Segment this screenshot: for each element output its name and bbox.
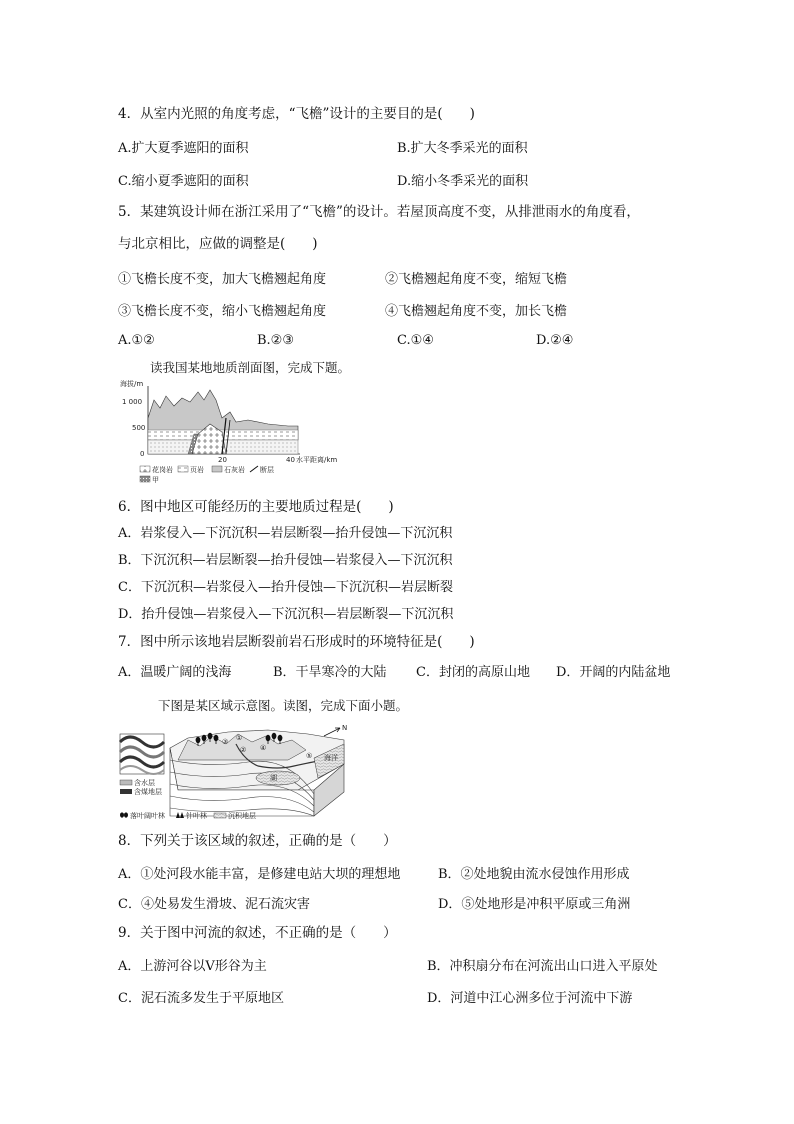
- legend-aquifer: 含水层: [134, 779, 155, 787]
- q6-option-c: C．下沉沉积—岩浆侵入—抬升侵蚀—下沉沉积—岩层断裂: [118, 580, 453, 595]
- marker-1: ①: [236, 734, 243, 742]
- q9-option-c: C．泥石流多发生于平原地区: [118, 991, 284, 1006]
- figure2-intro: 下图是某区域示意图。读图，完成下面小题。: [158, 698, 409, 713]
- q5-stem-line1: 5．某建筑设计师在浙江采用了“飞檐”的设计。若屋顶高度不变，从排泄雨水的角度看，: [118, 204, 640, 220]
- q9-option-a: A．上游河谷以V形谷为主: [118, 959, 267, 974]
- profile-x-label: 水平距离/km: [296, 456, 338, 464]
- figure1-intro: 读我国某地地质剖面图，完成下题。: [150, 360, 351, 375]
- q4-option-a: A.扩大夏季遮阳的面积: [118, 141, 249, 156]
- q6-option-d: D．抬升侵蚀—岩浆侵入—下沉沉积—岩层断裂—下沉沉积: [118, 607, 454, 622]
- q6-stem: 6．图中地区可能经历的主要地质过程是( ): [118, 499, 394, 515]
- q7-stem: 7．图中所示该地岩层断裂前岩石形成时的环境特征是( ): [118, 634, 475, 650]
- q5-stem-line2: 与北京相比，应做的调整是( ): [118, 236, 318, 252]
- legend-conifer-forest: 针叶林: [186, 812, 207, 820]
- q4-stem: 4．从室内光照的角度考虑，“飞檐”设计的主要目的是( ): [118, 106, 475, 122]
- q9-option-b: B．冲积扇分布在河流出山口进入平原处: [427, 959, 658, 974]
- q8-option-b: B．②处地貌由流水侵蚀作用形成: [438, 867, 630, 882]
- q5-statement-1: ①飞檐长度不变，加大飞檐翘起角度: [118, 272, 327, 287]
- north-label: N: [342, 724, 348, 732]
- marker-2: ②: [240, 746, 247, 754]
- q5-statement-3: ③飞檐长度不变，缩小飞檐翘起角度: [118, 304, 327, 319]
- legend-sediment-stratum: 沉积地层: [228, 812, 256, 820]
- q8-option-c: C．④处易发生滑坡、泥石流灾害: [118, 897, 310, 912]
- q8-option-a: A．①处河段水能丰富，是修建电站大坝的理想地: [118, 867, 401, 882]
- q7-option-a: A．温暖广阔的浅海: [118, 665, 232, 680]
- marker-3: ③: [222, 738, 229, 746]
- q6-option-b: B．下沉沉积—岩层断裂—抬升侵蚀—岩浆侵入—下沉沉积: [118, 553, 453, 568]
- q5-option-c: C.①④: [397, 333, 434, 348]
- q4-option-b: B.扩大冬季采光的面积: [397, 141, 528, 156]
- legend-coal-stratum: 含煤地层: [134, 788, 162, 796]
- q7-option-d: D．开阔的内陆盆地: [556, 665, 671, 680]
- q8-stem: 8．下列关于该区域的叙述，正确的是（ ）: [118, 833, 397, 849]
- q5-statement-4: ④飞檐翘起角度不变，加长飞檐: [385, 304, 568, 319]
- marker-4: ④: [260, 744, 267, 752]
- q9-stem: 9．关于图中河流的叙述，不正确的是（ ）: [118, 925, 397, 941]
- q8-option-d: D．⑤处地形是冲积平原或三角洲: [438, 897, 631, 912]
- q9-option-d: D．河道中江心洲多位于河流中下游: [427, 991, 633, 1006]
- geological-profile-figure: [118, 378, 358, 488]
- legend-granite: 花岗岩: [152, 466, 173, 474]
- legend-deciduous-forest: 落叶阔叶林: [130, 812, 165, 820]
- marker-5: ⑤: [306, 752, 313, 760]
- legend-jia: 甲: [152, 476, 159, 484]
- label-ocean: 海洋: [324, 754, 338, 762]
- legend-limestone: 石灰岩: [224, 466, 245, 474]
- label-lake: 湖: [270, 774, 277, 782]
- q5-statement-2: ②飞檐翘起角度不变，缩短飞檐: [385, 272, 568, 287]
- q4-option-c: C.缩小夏季遮阳的面积: [118, 174, 249, 189]
- profile-ytick-500: 500: [132, 424, 146, 432]
- q5-option-d: D.②④: [536, 333, 574, 348]
- regional-block-diagram: [118, 720, 368, 822]
- profile-ytick-0: 0: [140, 450, 145, 458]
- legend-fault: 断层: [260, 466, 274, 474]
- q5-option-a: A.①②: [118, 333, 155, 348]
- block-diagram: [170, 724, 347, 816]
- profile-xtick-40: 40: [286, 456, 295, 464]
- q4-option-d: D.缩小冬季采光的面积: [397, 174, 529, 189]
- q6-option-a: A．岩浆侵入—下沉沉积—岩层断裂—抬升侵蚀—下沉沉积: [118, 526, 453, 541]
- q7-option-c: C．封闭的高原山地: [416, 665, 530, 680]
- figure2-bottom-legend: [120, 811, 256, 820]
- folded-strata-inset: [120, 734, 164, 774]
- q5-option-b: B.②③: [257, 333, 294, 348]
- profile-ytick-1000: 1 000: [122, 398, 143, 406]
- profile-xtick-20: 20: [218, 456, 227, 464]
- profile-y-label: 海拔/m: [120, 380, 144, 388]
- q7-option-b: B．干旱寒冷的大陆: [273, 665, 387, 680]
- legend-shale: 页岩: [190, 466, 204, 474]
